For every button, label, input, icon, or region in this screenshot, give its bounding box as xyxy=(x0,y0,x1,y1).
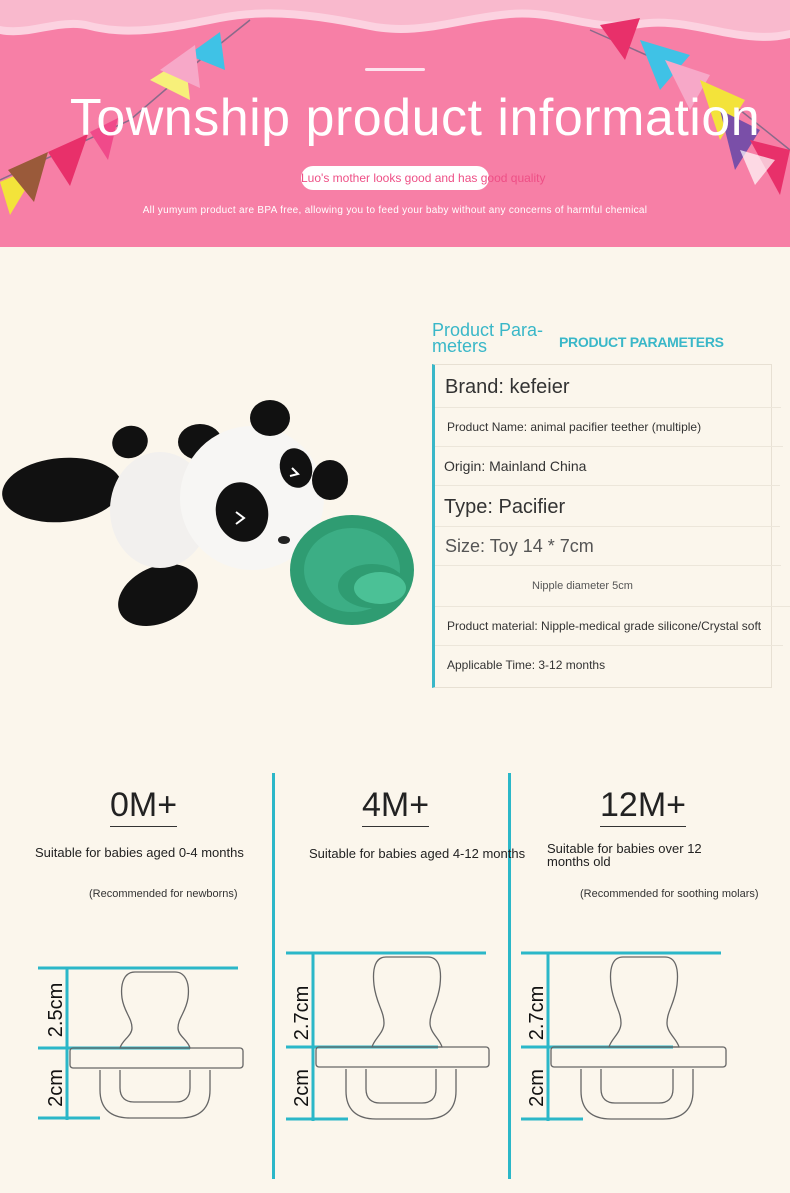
dimension-label-bottom: 2cm xyxy=(45,1069,67,1107)
pacifier-size-diagram xyxy=(515,945,735,1125)
param-row: Brand: kefeier xyxy=(435,365,781,408)
param-row: Origin: Mainland China xyxy=(435,447,780,486)
header-subtitle: All yumyum product are BPA free, allowing you to feed your baby without any concerns of harmful chemical xyxy=(142,205,648,216)
header-banner xyxy=(0,0,790,247)
title-accent-bar xyxy=(365,68,425,71)
column-divider xyxy=(272,773,275,1179)
suitable-text: Suitable for babies aged 4-12 months xyxy=(309,846,526,861)
age-label: 12M+ xyxy=(600,786,686,827)
dimension-label-top: 2.7cm xyxy=(526,985,548,1041)
age-label: 0M+ xyxy=(110,786,177,827)
params-table xyxy=(432,364,772,688)
recommend-text: (Recommended for soothing molars) xyxy=(580,888,759,900)
dimension-label-top: 2.5cm xyxy=(45,982,67,1038)
params-heading-subtitle: PRODUCT PARAMETERS xyxy=(559,334,724,350)
pacifier-size-diagram xyxy=(30,960,250,1125)
param-row: Applicable Time: 3-12 months xyxy=(447,658,606,672)
dimension-label-top: 2.7cm xyxy=(291,985,313,1041)
dimension-label-bottom: 2cm xyxy=(526,1069,548,1107)
column-divider xyxy=(508,773,511,1179)
suitable-text: Suitable for babies aged 0-4 months xyxy=(35,845,244,860)
age-label: 4M+ xyxy=(362,786,429,827)
tagline-badge: Luo's mother looks good and has good quality xyxy=(301,166,489,190)
param-row: Type: Pacifier xyxy=(435,486,780,527)
dimension-label-bottom: 2cm xyxy=(291,1069,313,1107)
page-title: Township product information xyxy=(69,89,761,147)
suitable-text: Suitable for babies over 12 months old xyxy=(547,841,702,869)
params-heading-title: Product Para-meters xyxy=(432,320,544,356)
recommend-text: (Recommended for newborns) xyxy=(89,888,238,900)
pacifier-size-diagram xyxy=(278,945,498,1125)
panda-pacifier-image xyxy=(0,390,420,640)
param-row: Product Name: animal pacifier teether (multiple) xyxy=(435,408,783,447)
param-row: Nipple diameter 5cm xyxy=(435,566,790,607)
param-row: Product material: Nipple-medical grade silicone/Crystal soft xyxy=(435,607,783,646)
param-row: Size: Toy 14 * 7cm xyxy=(435,527,781,566)
